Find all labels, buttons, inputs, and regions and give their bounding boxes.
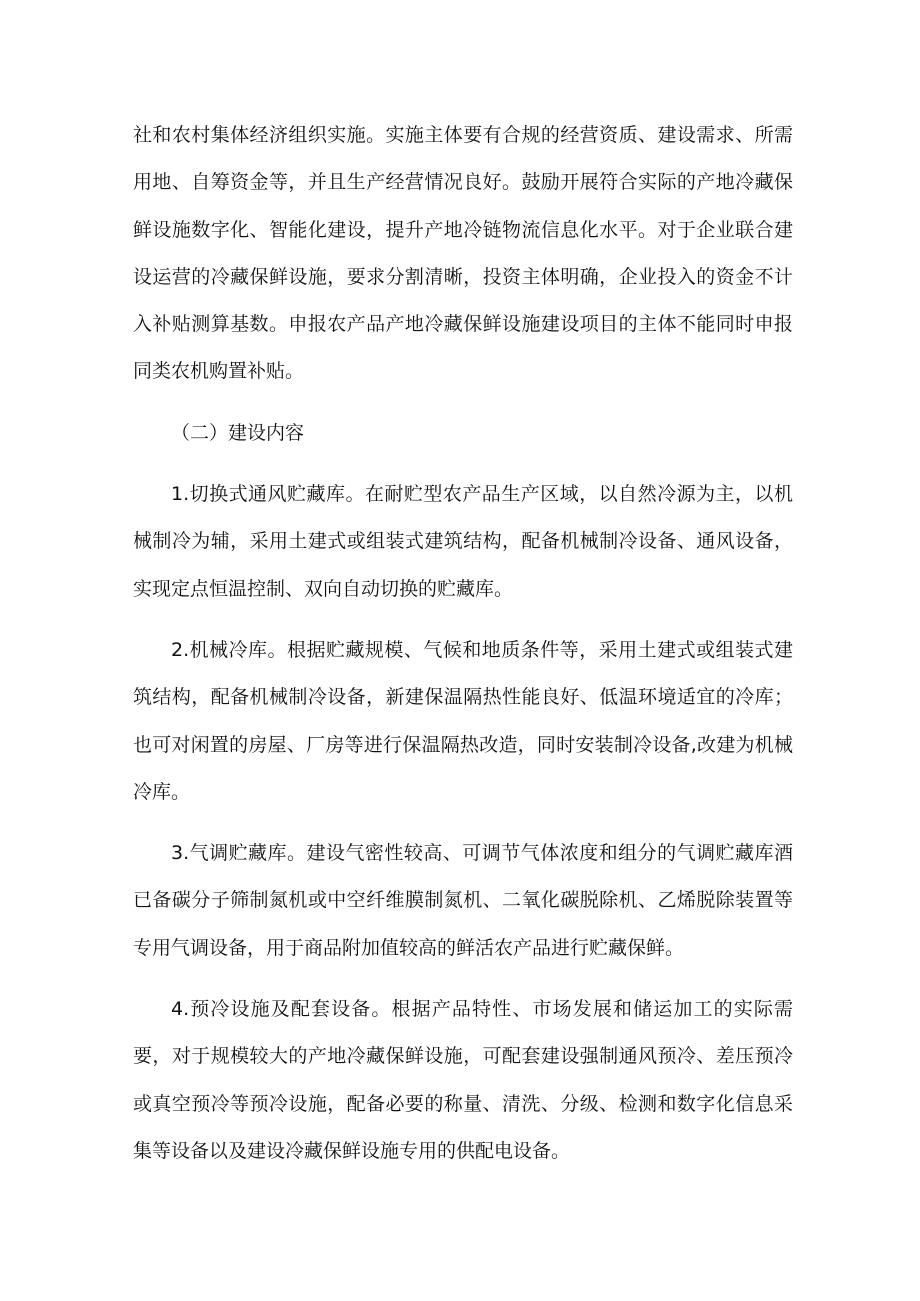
- paragraph-item-3-controlled-atmosphere-storage: 3.气调贮藏库。建设气密性较高、可调节气体浓度和组分的气调贮藏库酒已备碳分子筛制氮机或中空纤维膜制氮机、二氧化碳脱除机、乙烯脱除装置等专用气调设备，用于商品附加值较高的鲜活农产品进行贮藏保鲜。: [133, 842, 793, 959]
- paragraph-item-2-mechanical-cold-storage: 2.机械冷库。根据贮藏规模、气候和地质条件等，采用土建式或组装式建筑结构，配备机械制冷设备，新建保温隔热性能良好、低温环境适宜的冷库；也可对闲置的房屋、厂房等进行保温隔热改造，同时安装制冷设备,改建为机械冷库。: [133, 638, 793, 803]
- section-heading-construction-content: （二）建设内容: [171, 421, 305, 444]
- paragraph-implementation: 社和农村集体经济组织实施。实施主体要有合规的经营资质、建设需求、所需用地、自筹资金等，并且生产经营情况良好。鼓励开展符合实际的产地冷藏保鲜设施数字化、智能化建设，提升产地冷链物流信息化水平。对于企业联合建设运营的冷藏保鲜设施，要求分割清晰，投资主体明确，企业投入的资金不计入补贴测算基数。申报农产品产地冷藏保鲜设施建设项目的主体不能同时申报同类农机购置补贴。: [133, 124, 793, 383]
- document-body: [133, 112, 793, 1175]
- paragraph-item-4-precooling-facilities: 4.预冷设施及配套设备。根据产品特性、市场发展和储运加工的实际需要，对于规模较大的产地冷藏保鲜设施，可配套建设强制通风预冷、差压预冷或真空预冷等预冷设施，配备必要的称量、清洗、分级、检测和数字化信息采集等设备以及建设冷藏保鲜设施专用的供配电设备。: [133, 998, 793, 1162]
- paragraph-item-1-ventilated-storage: 1.切换式通风贮藏库。在耐贮型农产品生产区域，以自然冷源为主，以机械制冷为辅，采用土建式或组装式建筑结构，配备机械制冷设备、通风设备，实现定点恒温控制、双向自动切换的贮藏库。: [133, 483, 793, 600]
